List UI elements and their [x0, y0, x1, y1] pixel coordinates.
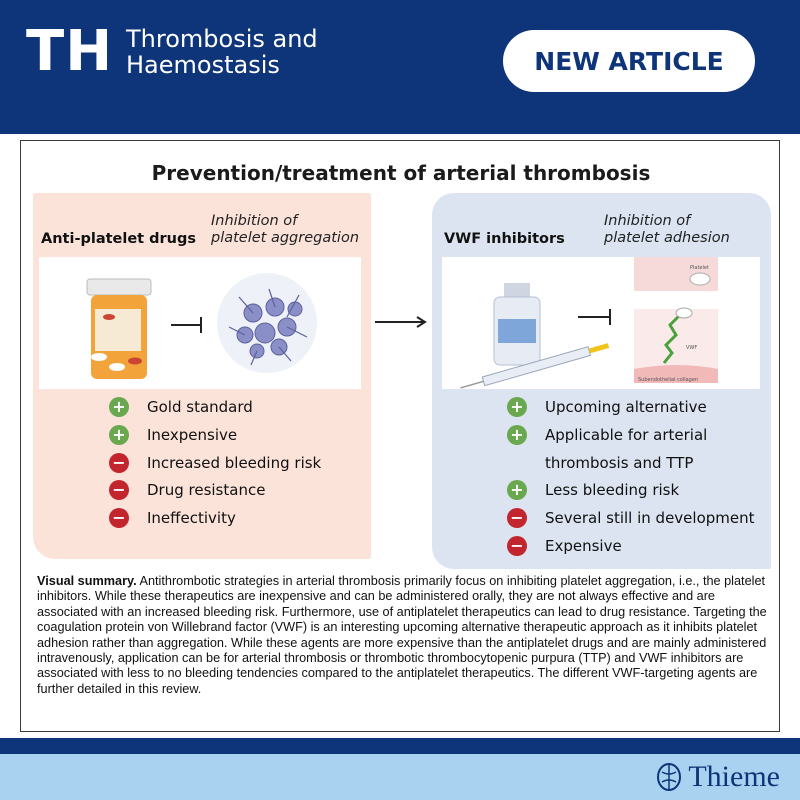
figure-caption: [37, 574, 769, 697]
arrow-right-icon: [371, 315, 433, 329]
item-text: Increased bleeding risk: [147, 454, 322, 472]
publisher-logo: [656, 760, 780, 794]
vwf-title: VWF inhibitors: [444, 231, 565, 247]
item-text: Gold standard: [147, 398, 253, 416]
plus-icon: +: [109, 397, 129, 417]
minus-icon: −: [109, 508, 129, 528]
visual-summary-figure: [20, 140, 780, 732]
item-text: Applicable for arterial thrombosis and TTP: [545, 426, 708, 472]
plus-icon: +: [507, 480, 527, 500]
plus-icon: +: [507, 397, 527, 417]
publisher-name: Thieme: [688, 760, 780, 793]
list-item: [109, 453, 377, 473]
platelet-label: Platelet: [690, 265, 709, 271]
list-item: [109, 480, 377, 500]
effect-line2: platelet aggregation: [211, 230, 360, 246]
effect-line1: Inhibition of: [604, 213, 691, 229]
item-text: Several still in development: [545, 509, 755, 527]
thieme-emblem-icon: [656, 762, 682, 792]
journal-name-line1: Thrombosis and: [126, 25, 318, 53]
collagen-label: Subendothelial collagen: [638, 377, 699, 383]
figure-title: Prevention/treatment of arterial thrombosis: [151, 161, 651, 185]
new-article-badge: NEW ARTICLE: [503, 30, 755, 92]
journal-logo: TH: [26, 19, 114, 84]
item-text: Ineffectivity: [147, 509, 236, 527]
plus-icon: +: [507, 425, 527, 445]
list-item: [109, 508, 377, 528]
footer-band: [0, 738, 800, 754]
list-item: [507, 536, 775, 556]
divider: [0, 132, 800, 134]
caption-text: Antithrombotic strategies in arterial thrombosis primarily focus on inhibiting platelet aggregation, i.e., the platelet inhibitors. While these therapeutics are inexpensive and can be administered orally, they are not always effective and are associated with an increased bleeding risk. Furthermore, use of antiplatelet therapeutics can lead to drug resistance. Targeting the coagulation protein von Willebrand factor (VWF) is an interesting upcoming alternative therapeutic approach as it inhibits platelet adhesion rather than aggregation. While these agents are more expensive than the antiplatelet drugs and are mainly administered intravenously, application can be for arterial thrombosis or thrombotic thrombocytopenic purpura (TTP) and VWF inhibitors are associated with less to no bleeding tendencies compared to the antiplatelet therapeutics. The different VWF-targeting agents are further detailed in this review.: [37, 574, 767, 696]
list-item: [507, 425, 745, 477]
plus-icon: +: [109, 425, 129, 445]
footer: [0, 754, 800, 800]
vwf-effect: [604, 213, 730, 247]
antiplatelet-illustration: [39, 257, 361, 389]
list-item: [109, 397, 377, 417]
item-text: Less bleeding risk: [545, 481, 680, 499]
list-item: [507, 508, 775, 528]
vial-syringe-icon: [442, 257, 760, 389]
antiplatelet-panel: [33, 193, 371, 559]
minus-icon: −: [507, 536, 527, 556]
pill-bottle-icon: [39, 257, 361, 389]
vwf-illustration: [442, 257, 760, 389]
list-item: [109, 425, 377, 445]
minus-icon: −: [109, 453, 129, 473]
minus-icon: −: [507, 508, 527, 528]
header-banner: [0, 0, 800, 132]
item-text: Inexpensive: [147, 426, 238, 444]
caption-label: Visual summary.: [37, 574, 137, 588]
antiplatelet-title: Anti-platelet drugs: [41, 231, 197, 247]
antiplatelet-effect: [211, 213, 359, 247]
item-text: Expensive: [545, 537, 622, 555]
journal-name: [126, 26, 318, 78]
item-text: Drug resistance: [147, 481, 266, 499]
effect-line1: Inhibition of: [211, 213, 298, 229]
effect-line2: platelet adhesion: [604, 230, 730, 246]
list-item: [507, 397, 775, 417]
item-text: Upcoming alternative: [545, 398, 707, 416]
minus-icon: −: [109, 480, 129, 500]
vwf-label: VWF: [686, 345, 698, 351]
journal-name-line2: Haemostasis: [126, 51, 280, 79]
list-item: [507, 480, 775, 500]
